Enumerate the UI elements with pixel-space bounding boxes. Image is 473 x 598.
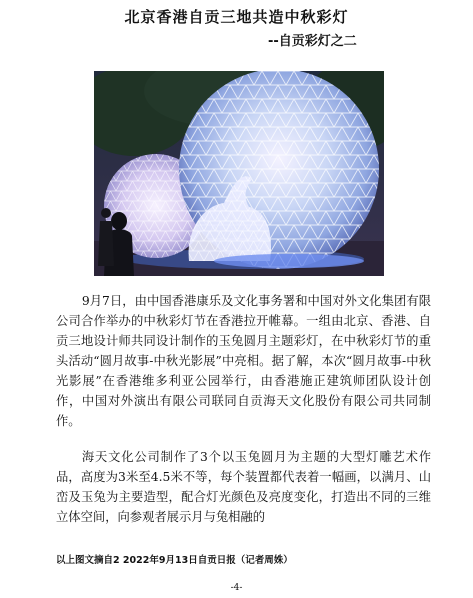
page-title: 北京香港自贡三地共造中秋彩灯: [124, 8, 349, 26]
lantern-photo: [94, 71, 384, 276]
page-subtitle: --自贡彩灯之二: [268, 34, 357, 49]
article-paragraph-2: 海天文化公司制作了3个以玉兔圆月为主题的大型灯雕艺术作品，高度为3米至4.5米不等，每个装置都代表着一幅画，以满月、山峦及玉兔为主要造型，配合灯光颜色及亮度变化，打造出不同的三维立体空间，向参观者展示月与兔相融的: [56, 450, 431, 524]
page-number: -4-: [230, 583, 243, 593]
article-paragraph-1: 9月7日，由中国香港康乐及文化事务署和中国对外文化集团有限公司合作举办的中秋彩灯节在香港拉开帷幕。一组由北京、香港、自贡三地设计师共同设计制作的玉兔圆月主题彩灯，在中秋彩灯节的重头活动“圆月故事-中秋光影展”中亮相。据了解，本次“圆月故事-中秋光影展”在香港维多利亚公园举行，由香港施正建筑师团队设计创作，中国对外演出有限公司联同自贡海天文化股份有限公司共同制作。: [56, 294, 431, 428]
source-citation: 以上图文摘自2 2022年9月13日自贡日报（记者周姝）: [56, 555, 293, 566]
